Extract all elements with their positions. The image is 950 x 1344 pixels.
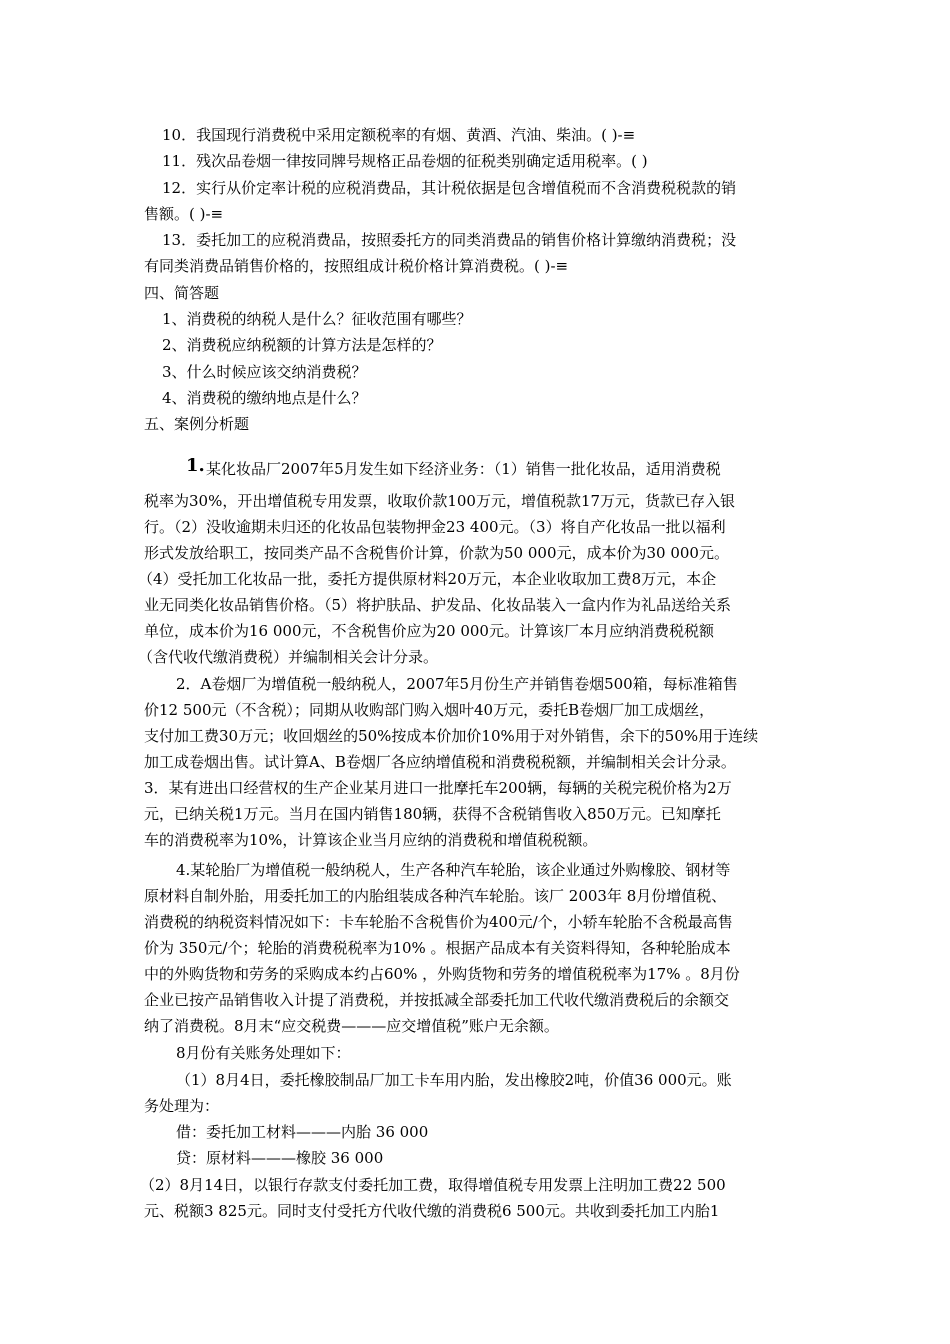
- case-4-line6: 企业已按产品销售收入计提了消费税，并按抵减全部委托加工代收代缴消费税后的余额交: [144, 991, 730, 1009]
- case-4-line1: 4.某轮胎厂为增值税一般纳税人，生产各种汽车轮胎，该企业通过外购橡胶、钢材等: [176, 861, 731, 879]
- entry-2-line1: （2）8月14日，以银行存款支付委托加工费，取得增值税专用发票上注明加工费22 500: [140, 1176, 726, 1194]
- case-4-line4: 价为 350元/个；轮胎的消费税税率为10% 。根据产品成本有关资料得知，各种轮胎成本: [144, 939, 731, 957]
- q13-line2: 有同类消费品销售价格的，按照组成计税价格计算消费税。( )-≡: [144, 257, 569, 275]
- q11: 11．残次品卷烟一律按同牌号规格正品卷烟的征税类别确定适用税率。( ): [162, 152, 648, 170]
- case-1-line3: 行。（2）没收逾期未归还的化妆品包装物押金23 400元。（3）将自产化妆品一批以福利: [144, 518, 726, 536]
- case-4-line3: 消费税的纳税资料情况如下：卡车轮胎不含税售价为400元/个，小轿车轮胎不含税最高售: [144, 913, 733, 931]
- section-4-heading: 四、简答题: [144, 284, 220, 302]
- case-1-line4: 形式发放给职工，按同类产品不含税售价计算，价款为50 000元，成本价为30 000元。: [144, 544, 729, 562]
- entry-1-credit: 贷：原材料———橡胶 36 000: [176, 1149, 384, 1167]
- short-question-3: 3、什么时候应该交纳消费税？: [162, 363, 367, 381]
- case-3-line1: 3．某有进出口经营权的生产企业某月进口一批摩托车200辆，每辆的关税完税价格为2万: [144, 779, 732, 797]
- short-question-1: 1、消费税的纳税人是什么？征收范围有哪些？: [162, 310, 472, 328]
- case-2-line2: 价12 500元（不含税）；同期从收购部门购入烟叶40万元，委托B卷烟厂加工成烟丝，: [144, 701, 715, 719]
- q10: 10．我国现行消费税中采用定额税率的有烟、黄酒、汽油、柴油。( )-≡: [162, 126, 636, 144]
- accounting-intro: 8月份有关账务处理如下：: [176, 1044, 351, 1062]
- case-2-line3: 支付加工费30万元；收回烟丝的50%按成本价加价10%用于对外销售，余下的50%用于连续: [144, 727, 759, 745]
- case-3-line2: 元，已纳关税1万元。当月在国内销售180辆，获得不含税销售收入850万元。已知摩托: [144, 805, 721, 823]
- case-4-line7: 纳了消费税。8月末“应交税费———应交增值税”账户无余额。: [144, 1017, 559, 1035]
- q12-line2: 售额。( )-≡: [144, 205, 224, 223]
- q12-line1: 12．实行从价定率计税的应税消费品，其计税依据是包含增值税而不含消费税税款的销: [162, 179, 737, 197]
- case-1-line2: 税率为30%，开出增值税专用发票，收取价款100万元，增值税款17万元，货款已存入银: [144, 492, 736, 510]
- case-4-line5: 中的外购货物和劳务的采购成本约占60% ，外购货物和劳务的增值税税率为17% 。8月份: [144, 965, 740, 983]
- entry-1-line2: 务处理为：: [144, 1097, 220, 1115]
- case-1-line8: （含代收代缴消费税）并编制相关会计分录。: [138, 648, 439, 666]
- case-1-line7: 单位，成本价为16 000元，不含税售价应为20 000元。计算该厂本月应纳消费税税额: [144, 622, 714, 640]
- case-3-line3: 车的消费税率为10%，计算该企业当月应纳的消费税和增值税税额。: [144, 831, 598, 849]
- case-2-line4: 加工成卷烟出售。试计算A、B卷烟厂各应纳增值税和消费税税额，并编制相关会计分录。: [144, 753, 736, 771]
- entry-1-debit: 借：委托加工材料———内胎 36 000: [176, 1123, 429, 1141]
- case-1-line6: 业无同类化妆品销售价格。（5）将护肤品、护发品、化妆品装入一盒内作为礼品送给关系: [144, 596, 732, 614]
- case-1-line5: （4）受托加工化妆品一批，委托方提供原材料20万元，本企业收取加工费8万元，本企: [138, 570, 717, 588]
- section-5-heading: 五、案例分析题: [144, 415, 250, 433]
- q13-line1: 13．委托加工的应税消费品，按照委托方的同类消费品的销售价格计算缴纳消费税；没: [162, 231, 737, 249]
- case-2-line1: 2．A卷烟厂为增值税一般纳税人，2007年5月份生产并销售卷烟500箱，每标准箱售: [176, 675, 738, 693]
- short-question-2: 2、消费税应纳税额的计算方法是怎样的？: [162, 336, 442, 354]
- case-1-line1: 某化妆品厂2007年5月发生如下经济业务：（1）销售一批化妆品，适用消费税: [206, 460, 721, 478]
- entry-1-line1: （1）8月4日，委托橡胶制品厂加工卡车用内胎，发出橡胶2吨，价值36 000元。账: [176, 1071, 732, 1089]
- entry-2-line2: 元、税额3 825元。同时支付受托方代收代缴的消费税6 500元。共收到委托加工内胎1: [144, 1202, 720, 1220]
- case-4-line2: 原材料自制外胎，用委托加工的内胎组装成各种汽车轮胎。该厂 2003年 8月份增值税、: [144, 887, 727, 905]
- short-question-4: 4、消费税的缴纳地点是什么？: [162, 389, 367, 407]
- case-1-number: 1.: [186, 455, 205, 476]
